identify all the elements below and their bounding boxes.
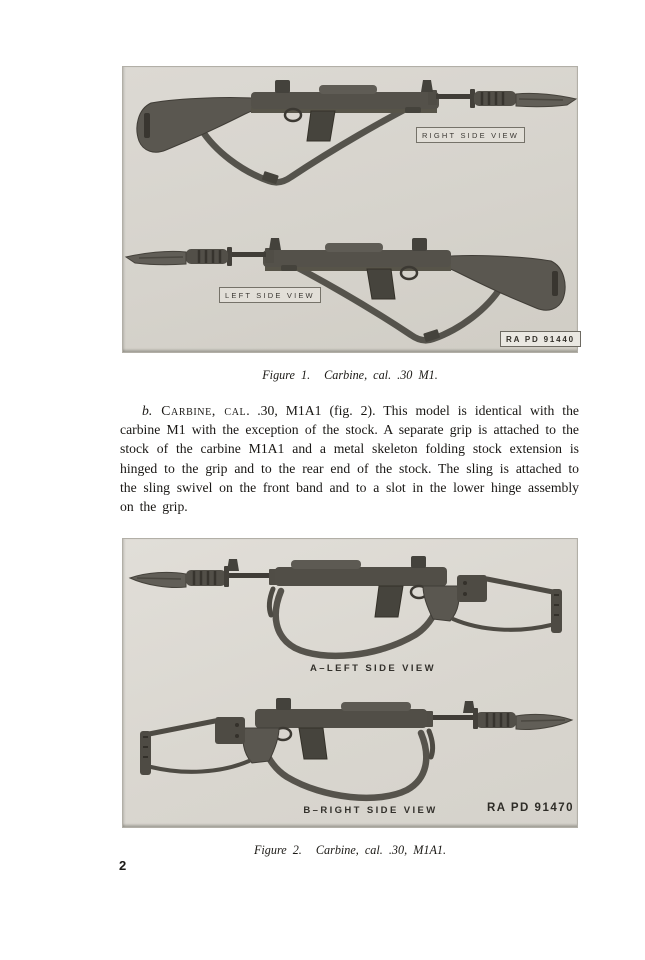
figure2-caption-number: Figure 2. [253,843,302,857]
figure2-caption [122,843,578,858]
m1a1-carbine-illustration [123,539,579,829]
figure1-caption-number: Figure 1. [262,368,311,382]
m1a1-carbine-left-side-drawing [130,556,562,656]
figure1-photo [122,66,578,353]
figure2-caption-text: Carbine, cal. .30, M1A1. [315,843,447,857]
paragraph-b-body: .30, M1A1 (fig. 2). This model is identical with the carbine M1 with the exception of the stock. A separate grip is attached to the stock of the carbine M1A1 and a metal skeleton folding stock extension is hinged to the grip and to the rear end of the stock. The sling is attached to the sling swivel on the front band and to a slot in the lower hinge assembly on the grip. [120,403,579,515]
m1a1-carbine-right-side-drawing [140,698,572,798]
figure2-photo [122,538,578,828]
figure2-a-view-label: A–LEFT SIDE VIEW [309,663,437,674]
figure1-right-view-label: RIGHT SIDE VIEW [416,127,525,143]
page-number: 2 [119,858,127,873]
figure2-photo-id: RA PD 91470 [487,802,575,814]
paragraph-b-lead: b. [142,403,153,418]
m1-carbine-illustration [123,67,579,354]
paragraph-b [120,401,579,516]
figure1-caption [122,368,578,383]
figure1-photo-id: RA PD 91440 [500,331,581,347]
figure2-b-view-label: B–RIGHT SIDE VIEW [303,805,438,816]
figure1-left-view-label: LEFT SIDE VIEW [219,287,321,303]
m1-carbine-left-side-drawing [126,238,565,342]
paragraph-b-term: Carbine, cal. [161,403,251,418]
figure1-caption-text: Carbine, cal. .30 M1. [324,368,438,382]
